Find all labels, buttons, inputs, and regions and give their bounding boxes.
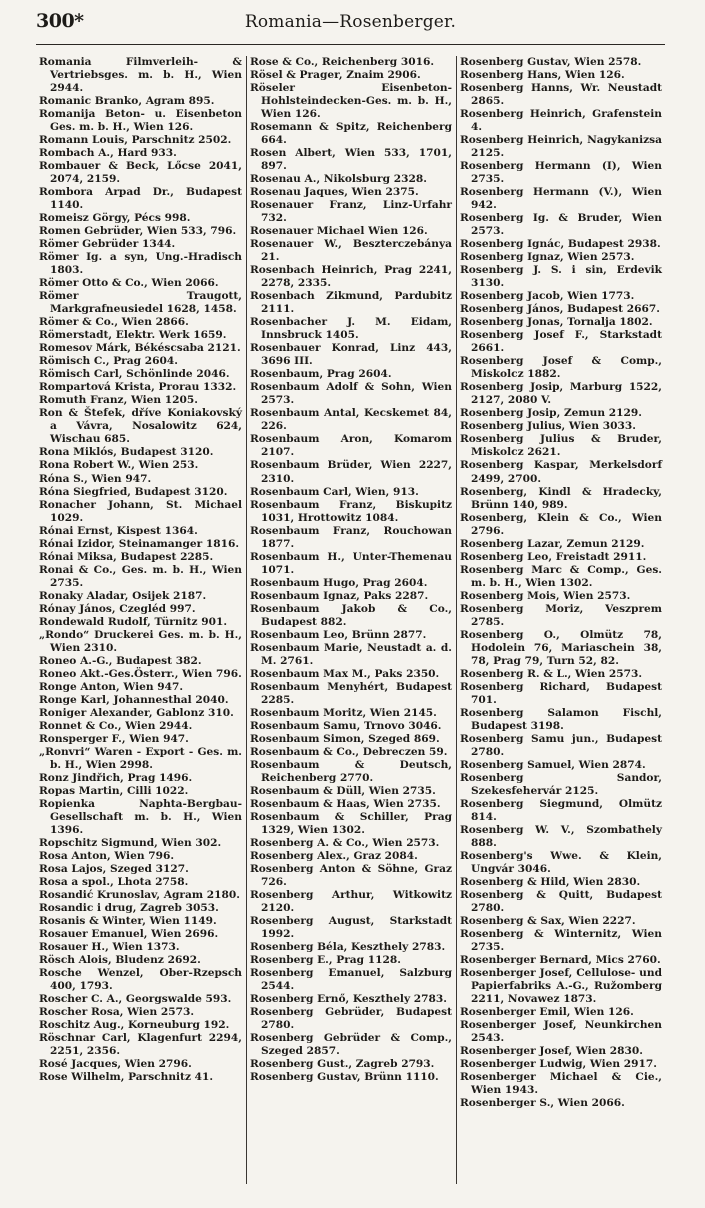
directory-entry: Rosenberg R. & L., Wien 2573. bbox=[460, 667, 643, 680]
directory-entry: Rosenberg & Quitt, Budapest 2780. bbox=[460, 889, 662, 915]
directory-entry: Ropienka Naphta-Bergbau-Gesellschaft m. b. H., Wien 1396. bbox=[39, 797, 242, 836]
directory-entry: Rosenberg A. & Co., Wien 2573. bbox=[250, 836, 440, 849]
directory-entry: Rosenberg & Hild, Wien 2830. bbox=[460, 875, 641, 888]
directory-entry: Rosenberg Béla, Keszthely 2783. bbox=[250, 941, 446, 954]
directory-entry: Romen Gebrüder, Wien 533, 796. bbox=[39, 225, 237, 238]
directory-entry: Rosenberg Hans, Wien 126. bbox=[460, 69, 625, 82]
directory-entry: Rosenbauer Konrad, Linz 443, 3696 III. bbox=[250, 342, 452, 368]
directory-entry: Römisch Carl, Schönlinde 2046. bbox=[39, 368, 230, 381]
directory-entry: Rosenbaum Leo, Brünn 2877. bbox=[250, 628, 427, 641]
directory-entry: Rosenbaum & Co., Debreczen 59. bbox=[250, 745, 448, 758]
directory-entry: Rosenberg Gust., Zagreb 2793. bbox=[250, 1058, 435, 1071]
directory-entry: Rosenberger Michael & Cie., Wien 1943. bbox=[460, 1071, 662, 1097]
directory-entry: Rosenberger Josef, Cellulose- und Papierfabriks A.-G., Ružomberg 2211, Novawez 1873. bbox=[460, 967, 662, 1006]
directory-entry: Röseler Eisenbeton-Hohlsteindecken-Ges. m. b. H., Wien 126. bbox=[250, 82, 452, 121]
directory-entry: Rosenberg Alex., Graz 2084. bbox=[250, 849, 418, 862]
directory-entry: Rosenbaum Franz, Rouchowan 1877. bbox=[250, 524, 452, 550]
directory-entry: Rosenbaum Menyhért, Budapest 2285. bbox=[250, 680, 452, 706]
directory-entry: Rosenberg, Klein & Co., Wien 2796. bbox=[460, 511, 662, 537]
directory-entry: Rosenberg Julius, Wien 3033. bbox=[460, 420, 636, 433]
directory-entry: Rosenbaum Marie, Neustadt a. d. M. 2761. bbox=[250, 641, 452, 667]
directory-entry: Roneo A.-G., Budapest 382. bbox=[39, 654, 202, 667]
directory-entry: Rosenbaum Ignaz, Paks 2287. bbox=[250, 589, 429, 602]
directory-entry: Rosenberg János, Budapest 2667. bbox=[460, 303, 660, 316]
directory-entry: Römer Ig. a syn, Ung.-Hradisch 1803. bbox=[39, 251, 242, 277]
directory-entry: Rosenbaum Samu, Trnovo 3046. bbox=[250, 719, 442, 732]
directory-entry: Rosenberg Moriz, Veszprem 2785. bbox=[460, 602, 662, 628]
directory-entry: Roneo Akt.-Ges.Österr., Wien 796. bbox=[39, 667, 242, 680]
directory-entry: Rosenberg, Kindl & Hradecky, Brünn 140, 989. bbox=[460, 485, 662, 511]
directory-entry: Rosenberg Josip, Zemun 2129. bbox=[460, 407, 642, 420]
directory-entry: Rosenberger Josef, Wien 2830. bbox=[460, 1045, 643, 1058]
directory-entry: Romanija Beton- u. Eisenbeton Ges. m. b. H., Wien 126. bbox=[39, 108, 242, 134]
directory-entry: Rosenbaum Jakob & Co., Budapest 882. bbox=[250, 602, 452, 628]
directory-entry: Rosenberg Hermann (I), Wien 2735. bbox=[460, 160, 662, 186]
directory-entry: Rosenberg Josef F., Starkstadt 2661. bbox=[460, 329, 662, 355]
directory-entry: Rose & Co., Reichenberg 3016. bbox=[250, 56, 435, 68]
directory-entry: Ronge Karl, Johannesthal 2040. bbox=[39, 693, 229, 706]
directory-entry: Rosenbach Zikmund, Pardubitz 2111. bbox=[250, 290, 452, 316]
directory-entry: Ropschitz Sigmund, Wien 302. bbox=[39, 836, 222, 849]
directory-entry: Rosenbaum Franz, Biskupitz 1031, Hrottowitz 1084. bbox=[250, 498, 452, 524]
directory-entry: Roniger Alexander, Gablonz 310. bbox=[39, 706, 234, 719]
directory-entry: Römer & Co., Wien 2866. bbox=[39, 316, 189, 329]
directory-entry: Rosenbaum Hugo, Prag 2604. bbox=[250, 576, 428, 589]
directory-entry: Rosenberger Bernard, Mics 2760. bbox=[460, 954, 661, 967]
directory-entry: Rona Miklós, Budapest 3120. bbox=[39, 446, 214, 459]
directory-entry: Rosenberg W. V., Szombathely 888. bbox=[460, 823, 662, 849]
directory-entry: Rombora Arpad Dr., Budapest 1140. bbox=[39, 186, 242, 212]
directory-entry: Rosenberg Marc & Comp., Ges. m. b. H., Wien 1302. bbox=[460, 563, 662, 589]
directory-entry: Rosenberger Emil, Wien 126. bbox=[460, 1006, 634, 1019]
directory-entry: Rosenberg Josip, Marburg 1522, 2127, 2080 V. bbox=[460, 381, 662, 407]
directory-entry: Rosenbach Heinrich, Prag 2241, 2278, 2335. bbox=[250, 264, 452, 290]
directory-entry: Rosenauer Michael Wien 126. bbox=[250, 225, 428, 238]
directory-entry: Ronacher Johann, St. Michael 1029. bbox=[39, 498, 242, 524]
directory-entry: Rónai Miksa, Budapest 2285. bbox=[39, 550, 214, 563]
directory-entry: Rosenberg Samuel, Wien 2874. bbox=[460, 758, 646, 771]
directory-entry: Rosenberg Samu jun., Budapest 2780. bbox=[460, 732, 662, 758]
directory-entry: Rosenbaum Moritz, Wien 2145. bbox=[250, 706, 437, 719]
directory-entry: Rosa Lajos, Szeged 3127. bbox=[39, 862, 189, 875]
directory-entry: Rosenberg Richard, Budapest 701. bbox=[460, 680, 662, 706]
directory-entry: Rosenbaum & Deutsch, Reichenberg 2770. bbox=[250, 758, 452, 784]
directory-entry: Rosenberg Gebrüder, Budapest 2780. bbox=[250, 1006, 452, 1032]
directory-columns bbox=[36, 56, 666, 1184]
page-number: 300* bbox=[36, 10, 84, 32]
directory-entry: Rosenberg O., Olmütz 78, Hodolein 76, Mariaschein 38, 78, Prag 79, Turn 52, 82. bbox=[460, 628, 662, 667]
directory-entry: Roschitz Aug., Korneuburg 192. bbox=[39, 1019, 230, 1032]
directory-entry: Ronnet & Co., Wien 2944. bbox=[39, 719, 193, 732]
directory-entry: Römisch C., Prag 2604. bbox=[39, 355, 178, 368]
directory-entry: Rosenberger S., Wien 2066. bbox=[460, 1097, 625, 1110]
directory-entry: Rosé Jacques, Wien 2796. bbox=[39, 1058, 192, 1071]
directory-entry: Rosenberg & Sax, Wien 2227. bbox=[460, 915, 636, 928]
directory-entry: Rosenbaum Antal, Kecskemet 84, 226. bbox=[250, 407, 452, 433]
directory-entry: Rosenberg Arthur, Witkowitz 2120. bbox=[250, 889, 452, 915]
directory-entry: Römer Otto & Co., Wien 2066. bbox=[39, 277, 219, 290]
directory-entry: Rosenberg Gustav, Wien 2578. bbox=[460, 56, 642, 68]
directory-entry: Rösch Alois, Bludenz 2692. bbox=[39, 954, 201, 967]
directory-entry: Rompartová Krista, Prorau 1332. bbox=[39, 381, 237, 394]
directory-entry: Rosenau Jaques, Wien 2375. bbox=[250, 186, 419, 199]
column-1 bbox=[36, 56, 246, 1184]
directory-entry: Rosenberger Ludwig, Wien 2917. bbox=[460, 1058, 657, 1071]
directory-entry: Romanic Branko, Agram 895. bbox=[39, 95, 215, 108]
directory-entry: Rosandic i drug, Zagreb 3053. bbox=[39, 902, 219, 915]
directory-entry: Rombauer & Beck, Lőcse 2041, 2074, 2159. bbox=[39, 160, 242, 186]
directory-entry: Rosen Albert, Wien 533, 1701, 897. bbox=[250, 147, 452, 173]
directory-entry: Römer Traugott, Markgrafneusiedel 1628, 1458. bbox=[39, 290, 242, 316]
directory-entry: Rosenberg E., Prag 1128. bbox=[250, 954, 401, 967]
directory-entry: Rosenberg Kaspar, Merkelsdorf 2499, 2700. bbox=[460, 459, 662, 485]
directory-entry: Ron & Štefek, dříve Koniakovský a Vávra, Nosalowitz 624, Wischau 685. bbox=[39, 407, 242, 446]
directory-entry: Ronge Anton, Wien 947. bbox=[39, 680, 184, 693]
directory-entry: Rosenbaum & Schiller, Prag 1329, Wien 1302. bbox=[250, 810, 452, 836]
directory-entry: Rösel & Prager, Znaim 2906. bbox=[250, 69, 421, 82]
column-2 bbox=[246, 56, 456, 1184]
directory-entry: Rosenbaum Adolf & Sohn, Wien 2573. bbox=[250, 381, 452, 407]
directory-entry: Ronai & Co., Ges. m. b. H., Wien 2735. bbox=[39, 563, 242, 589]
directory-entry: Rosa Anton, Wien 796. bbox=[39, 849, 175, 862]
directory-entry: Rosenbaum Max M., Paks 2350. bbox=[250, 667, 440, 680]
directory-entry: Ronz Jindřich, Prag 1496. bbox=[39, 771, 193, 784]
directory-entry: Rondewald Rudolf, Türnitz 901. bbox=[39, 615, 228, 628]
directory-entry: Rosenberg Sandor, Szekesfehervár 2125. bbox=[460, 771, 662, 797]
directory-entry: Rona Robert W., Wien 253. bbox=[39, 459, 199, 472]
directory-entry: Rosa a spol., Lhota 2758. bbox=[39, 875, 189, 888]
directory-entry: Römerstadt, Elektr. Werk 1659. bbox=[39, 329, 227, 342]
directory-entry: Rosenberg Jonas, Tornalja 1802. bbox=[460, 316, 653, 329]
column-3 bbox=[456, 56, 666, 1184]
directory-entry: Rosenberg Gebrüder & Comp., Szeged 2857. bbox=[250, 1032, 452, 1058]
directory-entry: Rosenbaum H., Unter-Themenau 1071. bbox=[250, 550, 452, 576]
directory-entry: Roscher Rosa, Wien 2573. bbox=[39, 1006, 195, 1019]
directory-entry: Ronsperger F., Wien 947. bbox=[39, 732, 189, 745]
directory-entry: Rónay János, Czegléd 997. bbox=[39, 602, 196, 615]
directory-entry: Rosenberg Jacob, Wien 1773. bbox=[460, 290, 635, 303]
directory-entry: Romuth Franz, Wien 1205. bbox=[39, 394, 198, 407]
directory-entry: Rosenberg Hanns, Wr. Neustadt 2865. bbox=[460, 82, 662, 108]
directory-entry: Romania Filmverleih- & Vertriebsges. m. b. H., Wien 2944. bbox=[39, 56, 242, 95]
directory-entry: Róna S., Wien 947. bbox=[39, 472, 152, 485]
directory-entry: Rosenbaum Aron, Komarom 2107. bbox=[250, 433, 452, 459]
directory-entry: Röschnar Carl, Klagenfurt 2294, 2251, 2356. bbox=[39, 1032, 242, 1058]
directory-entry: Rosenberg Ig. & Bruder, Wien 2573. bbox=[460, 212, 662, 238]
directory-entry: Rosenberg Josef & Comp., Miskolcz 1882. bbox=[460, 355, 662, 381]
directory-entry: Rosenberg Ignác, Budapest 2938. bbox=[460, 238, 661, 251]
directory-entry: Rombach A., Hard 933. bbox=[39, 147, 177, 160]
directory-entry: Rosenbaum Brüder, Wien 2227, 2310. bbox=[250, 459, 452, 485]
directory-entry: Rosenbacher J. M. Eidam, Innsbruck 1405. bbox=[250, 316, 452, 342]
header-rule bbox=[36, 44, 665, 45]
directory-entry: Rosenberg J. S. i sin, Erdevik 3130. bbox=[460, 264, 662, 290]
directory-entry: Rosenbaum & Düll, Wien 2735. bbox=[250, 784, 436, 797]
page-header bbox=[36, 10, 665, 40]
directory-entry: Rosenberg & Winternitz, Wien 2735. bbox=[460, 928, 662, 954]
directory-entry: Rosenberg Salamon Fischl, Budapest 3198. bbox=[460, 706, 662, 732]
directory-entry: Rosenberg Lazar, Zemun 2129. bbox=[460, 537, 645, 550]
directory-entry: Rosenauer W., Beszterczebánya 21. bbox=[250, 238, 452, 264]
directory-entry: Rosenberger Josef, Neunkirchen 2543. bbox=[460, 1019, 662, 1045]
directory-entry: Rosenberg Emanuel, Salzburg 2544. bbox=[250, 967, 452, 993]
directory-entry: Rosenberg's Wwe. & Klein, Ungvár 3046. bbox=[460, 849, 662, 875]
directory-entry: Ronaky Aladar, Osijek 2187. bbox=[39, 589, 207, 602]
running-head: Romania—Rosenberger. bbox=[244, 12, 457, 32]
directory-entry: Rosenberg Ignaz, Wien 2573. bbox=[460, 251, 635, 264]
directory-entry: Rosenbaum Simon, Szeged 869. bbox=[250, 732, 440, 745]
directory-entry: Rosenberg Anton & Söhne, Graz 726. bbox=[250, 862, 452, 888]
directory-entry: Römer Gebrüder 1344. bbox=[39, 238, 176, 251]
directory-entry: Rosenberg Ernő, Keszthely 2783. bbox=[250, 993, 447, 1006]
directory-entry: Rosenberg Gustav, Brünn 1110. bbox=[250, 1071, 439, 1084]
directory-entry: Róna Siegfried, Budapest 3120. bbox=[39, 485, 228, 498]
directory-entry: Romesov Márk, Békéscsaba 2121. bbox=[39, 342, 241, 355]
directory-entry: Rosandić Krunoslav, Agram 2180. bbox=[39, 889, 240, 901]
directory-entry: Romann Louis, Parschnitz 2502. bbox=[39, 134, 232, 147]
directory-entry: Ropas Martin, Cilli 1022. bbox=[39, 784, 189, 797]
directory-entry: „Ronvri“ Waren - Export - Ges. m. b. H., Wien 2998. bbox=[39, 745, 242, 771]
directory-entry: Rosemann & Spitz, Reichenberg 664. bbox=[250, 121, 452, 147]
directory-entry: Romeisz Görgy, Pécs 998. bbox=[39, 212, 191, 225]
directory-entry: Rónai Ernst, Kispest 1364. bbox=[39, 524, 198, 537]
directory-entry: Rosenberg Heinrich, Grafenstein 4. bbox=[460, 108, 662, 134]
directory-entry: „Rondo“ Druckerei Ges. m. b. H., Wien 2310. bbox=[39, 628, 242, 654]
directory-entry: Rosenberg Hermann (V.), Wien 942. bbox=[460, 186, 662, 212]
directory-entry: Rosauer H., Wien 1373. bbox=[39, 941, 180, 954]
directory-entry: Rosenberg Leo, Freistadt 2911. bbox=[460, 550, 647, 563]
directory-entry: Rose Wilhelm, Parschnitz 41. bbox=[39, 1071, 214, 1084]
directory-entry: Rosauer Emanuel, Wien 2696. bbox=[39, 928, 219, 941]
directory-entry: Rónai Izidor, Steinamanger 1816. bbox=[39, 537, 240, 550]
directory-entry: Rosche Wenzel, Ober-Rzepsch 400, 1793. bbox=[39, 967, 242, 993]
directory-entry: Rosenberg Julius & Bruder, Miskolcz 2621. bbox=[460, 433, 662, 459]
directory-entry: Rosenberg Heinrich, Nagykanizsa 2125. bbox=[460, 134, 662, 160]
directory-entry: Rosenberg Siegmund, Olmütz 814. bbox=[460, 797, 662, 823]
directory-entry: Roscher C. A., Georgswalde 593. bbox=[39, 993, 232, 1006]
directory-entry: Rosenau A., Nikolsburg 2328. bbox=[250, 173, 427, 186]
directory-entry: Rosenbaum, Prag 2604. bbox=[250, 368, 392, 381]
directory-entry: Rosenbaum & Haas, Wien 2735. bbox=[250, 797, 441, 810]
directory-entry: Rosenbaum Carl, Wien, 913. bbox=[250, 485, 419, 498]
directory-entry: Rosenberg August, Starkstadt 1992. bbox=[250, 915, 452, 941]
directory-entry: Rosanis & Winter, Wien 1149. bbox=[39, 915, 217, 928]
directory-entry: Rosenberg Mois, Wien 2573. bbox=[460, 589, 631, 602]
directory-entry: Rosenauer Franz, Linz-Urfahr 732. bbox=[250, 199, 452, 225]
